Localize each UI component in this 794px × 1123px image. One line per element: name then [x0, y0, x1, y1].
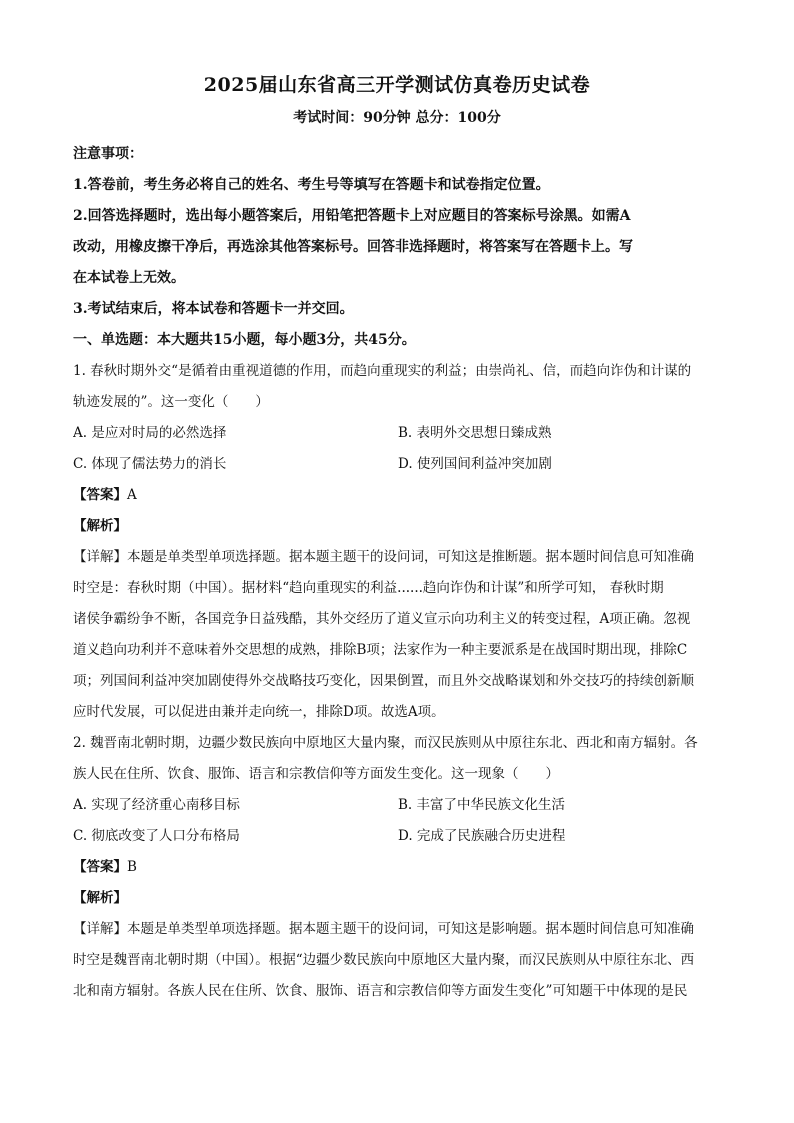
answer-value: A [127, 487, 137, 503]
question-stem: 2. 魏晋南北朝时期，边疆少数民族向中原地区大量内聚，而汉民族则从中原往东北、西北和南方辐射。各 [73, 735, 698, 751]
detail-line: 时空是：春秋时期（中国）。据材料“趋向重现实的利益......趋向诈伪和计谋”和所学可知， 春秋时期 [73, 580, 664, 596]
options-row [73, 821, 723, 852]
answer-value: B [127, 859, 137, 875]
exam-subtitle: 考试时间：90分钟 总分：100分 [293, 110, 501, 126]
notice-line: 2.回答选择题时，选出每小题答案后，用铅笔把答题卡上对应题目的答案标号涂黑。如需A [73, 208, 631, 224]
exam-title: 2025届山东省高三开学测试仿真卷历史试卷 [203, 74, 591, 96]
notice-line: 改动，用橡皮擦干净后，再选涂其他答案标号。回答非选择题时，将答案写在答题卡上。写 [73, 239, 633, 255]
detail-line: 项；列国间利益冲突加剧使得外交战略技巧变化，因果倒置，而且外交战略谋划和外交技巧的持续创新顺 [73, 673, 694, 689]
option-b: B. 丰富了中华民族文化生活 [398, 797, 566, 813]
options-row [73, 449, 723, 480]
question-stem: 族人民在住所、饮食、服饰、语言和宗教信仰等方面发生变化。这一现象（ ） [73, 766, 559, 782]
option-b: B. 表明外交思想日臻成熟 [398, 425, 552, 441]
detail-line: 时空是魏晋南北朝时期（中国）。根据“边疆少数民族向中原地区大量内聚，而汉民族则从中原往东北、西 [73, 952, 695, 968]
answer-line [73, 852, 723, 883]
option-d: D. 使列国间利益冲突加剧 [398, 456, 552, 472]
answer-label: 【答案】 [73, 859, 127, 875]
option-d: D. 完成了民族融合历史进程 [398, 828, 566, 844]
answer-line [73, 480, 723, 511]
notice-heading: 注意事项： [73, 146, 143, 162]
option-a: A. 是应对时局的必然选择 [73, 425, 227, 441]
question-1 [73, 356, 723, 728]
analysis-label: 【解析】 [73, 890, 127, 906]
notice-line: 1.答卷前，考生务必将自己的姓名、考生号等填写在答题卡和试卷指定位置。 [73, 177, 550, 193]
detail-line: 【详解】本题是单类型单项选择题。据本题主题干的设问词，可知这是影响题。据本题时间信息可知准确 [73, 921, 694, 937]
option-c: C. 彻底改变了人口分布格局 [73, 828, 240, 844]
option-a: A. 实现了经济重心南移目标 [73, 797, 240, 813]
notice-line: 在本试卷上无效。 [73, 270, 185, 286]
answer-label: 【答案】 [73, 487, 127, 503]
section-heading: 一、单选题：本大题共15小题，每小题3分，共45分。 [73, 332, 416, 348]
detail-line: 应时代发展，可以促进由兼并走向统一，排除D项。故选A项。 [73, 704, 445, 720]
notice-line: 3.考试结束后，将本试卷和答题卡一并交回。 [73, 301, 354, 317]
notice-section [73, 139, 723, 1007]
option-c: C. 体现了儒法势力的消长 [73, 456, 227, 472]
analysis-label: 【解析】 [73, 518, 127, 534]
detail-line: 【详解】本题是单类型单项选择题。据本题主题干的设问词，可知这是推断题。据本题时间信息可知准确 [73, 549, 694, 565]
detail-line: 北和南方辐射。各族人民在住所、饮食、服饰、语言和宗教信仰等方面发生变化”可知题干中体现的是民 [73, 983, 688, 999]
question-2 [73, 728, 723, 1007]
question-stem: 轨迹发展的”。这一变化（ ） [73, 394, 269, 410]
detail-line: 道义趋向功利并不意味着外交思想的成熟，排除B项；法家作为一种主要派系是在战国时期出现，排除C [73, 642, 688, 658]
options-row [73, 418, 723, 449]
options-row [73, 790, 723, 821]
detail-line: 诸侯争霸纷争不断，各国竞争日益残酷，其外交经历了道义宣示向功利主义的转变过程，A项正确。忽视 [73, 611, 691, 627]
question-stem: 1. 春秋时期外交“是循着由重视道德的作用，而趋向重现实的利益；由崇尚礼、信，而趋向诈伪和计谋的 [73, 363, 692, 379]
